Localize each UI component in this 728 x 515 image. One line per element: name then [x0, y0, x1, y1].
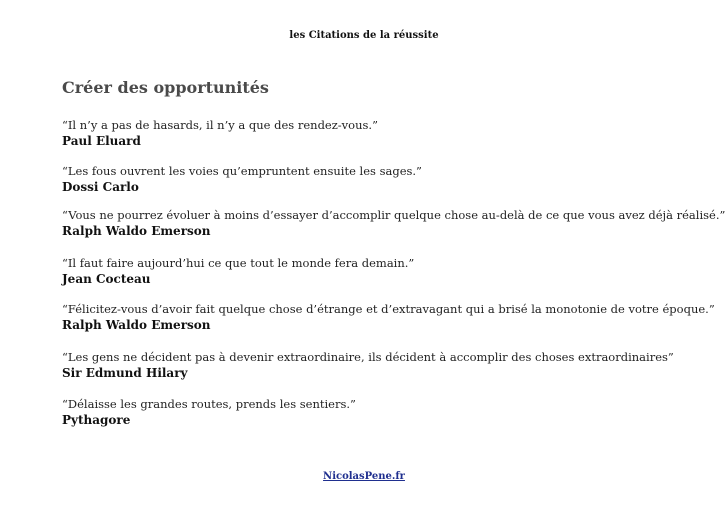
quote-author: Ralph Waldo Emerson	[62, 318, 211, 332]
quote-block	[62, 302, 715, 333]
footer	[0, 471, 728, 482]
quote-text: “Vous ne pourrez évoluer à moins d’essayer d’accomplir quelque chose au-delà de ce que vous avez déjà réalisé.”	[62, 208, 726, 222]
quote-text: “Délaisse les grandes routes, prends les sentiers.”	[62, 397, 356, 411]
quote-block	[62, 118, 378, 149]
quote-author: Sir Edmund Hilary	[62, 366, 188, 380]
quote-author: Dossi Carlo	[62, 180, 139, 194]
quote-text: “Félicitez-vous d’avoir fait quelque chose d’étrange et d’extravagant qui a brisé la monotonie de votre époque.”	[62, 302, 715, 316]
page-title: Créer des opportunités	[62, 78, 269, 97]
quote-author: Jean Cocteau	[62, 272, 151, 286]
page-header: les Citations de la réussite	[289, 30, 439, 41]
quote-author: Paul Eluard	[62, 134, 141, 148]
quote-text: “Les fous ouvrent les voies qu’empruntent ensuite les sages.”	[62, 164, 422, 178]
quote-block	[62, 208, 725, 239]
quote-block	[62, 397, 356, 428]
quote-block	[62, 350, 674, 381]
quote-block	[62, 256, 414, 287]
quote-author: Pythagore	[62, 413, 131, 427]
quote-text: “Il n’y a pas de hasards, il n’y a que des rendez-vous.”	[62, 118, 378, 132]
quote-text: “Les gens ne décident pas à devenir extraordinaire, ils décident à accomplir des choses extraordinaires”	[62, 350, 674, 364]
quote-block	[62, 164, 422, 195]
footer-website-link[interactable]: NicolasPene.fr	[323, 471, 405, 482]
quote-author: Ralph Waldo Emerson	[62, 224, 211, 238]
quote-text: “Il faut faire aujourd’hui ce que tout le monde fera demain.”	[62, 256, 415, 270]
